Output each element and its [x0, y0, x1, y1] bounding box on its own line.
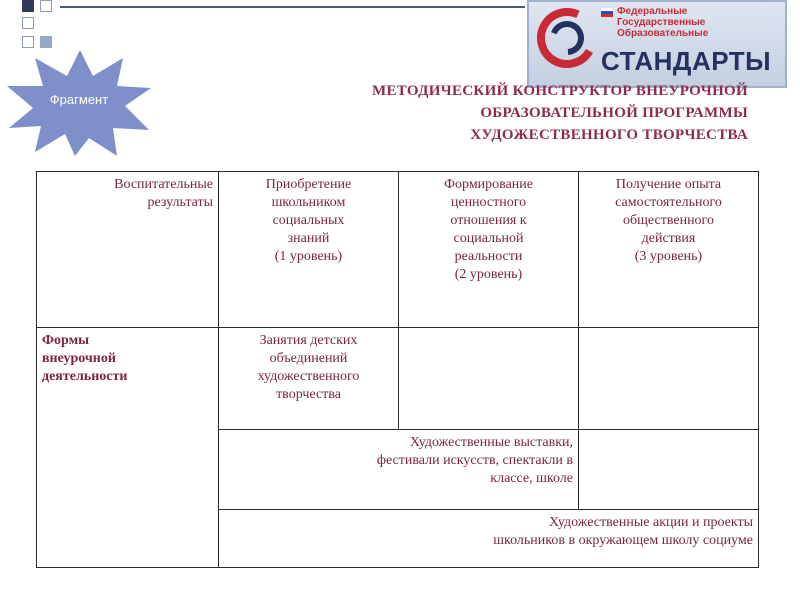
table-header-row	[37, 172, 759, 328]
header-divider	[60, 6, 525, 8]
fgos-logo	[527, 0, 787, 88]
header-cell-level3: Получение опыта самостоятельного общественного действия (3 уровень)	[579, 172, 759, 328]
logo-wordmark: СТАНДАРТЫ	[601, 46, 772, 76]
decor-square	[40, 36, 52, 48]
cell-level1-activity: Занятия детских объединений художественного творчества	[219, 328, 399, 430]
decor-square	[22, 17, 34, 29]
cell-level2-activity: Художественные выставки, фестивали искусств, спектакли в классе, школе	[219, 430, 579, 510]
fgos-emblem-icon	[537, 8, 597, 68]
header-cell-level2: Формирование ценностного отношения к социальной реальности (2 уровень)	[399, 172, 579, 328]
empty-cell	[579, 328, 759, 430]
constructor-table	[36, 171, 759, 568]
russian-flag-icon	[601, 8, 613, 17]
logo-caption: Федеральные Государственные Образовательные	[617, 6, 709, 39]
decor-square	[40, 0, 52, 12]
decor-square	[22, 0, 34, 12]
empty-cell	[579, 430, 759, 510]
row-label-forms: Формы внеурочной деятельности	[37, 328, 219, 568]
table-row	[37, 328, 759, 430]
fragment-label: Фрагмент	[49, 92, 109, 107]
header-cell-results: Воспитательные результаты	[37, 172, 219, 328]
cell-level3-activity: Художественные акции и проекты школьников в окружающем школу социуме	[219, 510, 759, 568]
empty-cell	[399, 328, 579, 430]
decor-square	[22, 36, 34, 48]
header-cell-level1: Приобретение школьником социальных знаний (1 уровень)	[219, 172, 399, 328]
page-title: МЕТОДИЧЕСКИЙ КОНСТРУКТОР ВНЕУРОЧНОЙ ОБРАЗОВАТЕЛЬНОЙ ПРОГРАММЫ ХУДОЖЕСТВЕННОГО ТВОРЧЕСТВА	[372, 83, 748, 143]
